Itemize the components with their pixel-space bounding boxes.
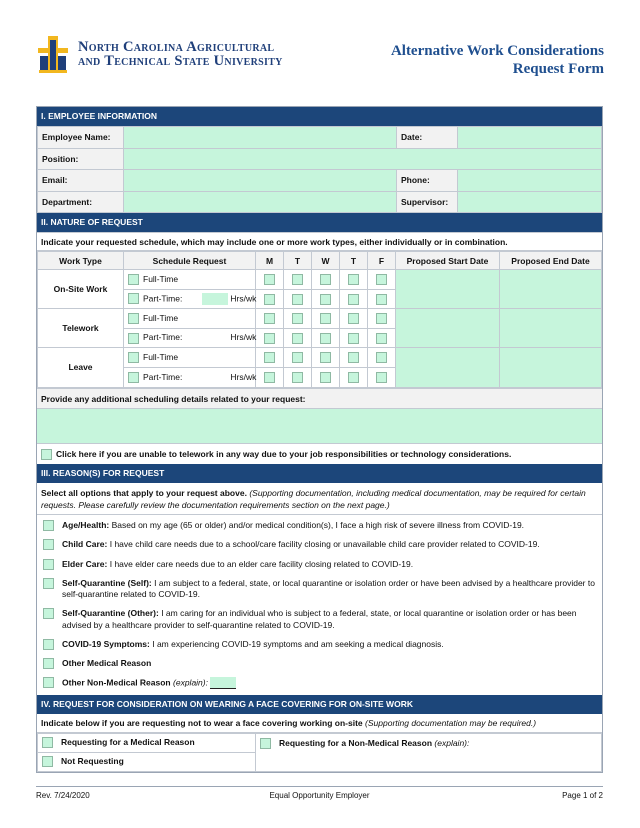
checkbox[interactable] <box>42 737 53 748</box>
form-title-line1: Alternative Work Considerations <box>390 43 604 59</box>
onsite-ft-wed-checkbox[interactable] <box>320 274 331 285</box>
face-instruction-bold: Indicate below if you are requesting not to wear a face covering working on-site <box>41 717 363 728</box>
col-end-date: Proposed End Date <box>500 252 602 270</box>
date-label: Date: <box>397 127 458 149</box>
onsite-part-time[interactable] <box>124 289 256 309</box>
face-not-requesting-option[interactable] <box>38 752 256 771</box>
reason-covid-symptoms[interactable] <box>43 635 602 654</box>
eoe-statement: Equal Opportunity Employer <box>269 791 370 800</box>
telework-start-date-field[interactable] <box>396 309 500 348</box>
onsite-pt-mon-checkbox[interactable] <box>264 294 275 305</box>
face-covering-table <box>37 733 602 772</box>
reason-text: Based on my age (65 or older) and/or medical condition(s), I face a high risk of severe illness from COVID-19. <box>111 520 525 531</box>
telework-ft-fri-checkbox[interactable] <box>376 313 387 324</box>
checkbox[interactable] <box>128 293 139 304</box>
telework-end-date-field[interactable] <box>500 309 602 348</box>
reason-checkbox[interactable] <box>43 520 54 531</box>
schedule-header-row <box>38 252 602 270</box>
reasons-instruction-note: (Supporting documentation, including medical documentation, may be required for certain requests. Please carefully review the documentation requirements section on the next page.) <box>41 487 586 510</box>
unable-telework-option[interactable] <box>37 444 602 464</box>
reason-age-health[interactable] <box>43 517 602 536</box>
checkbox[interactable] <box>128 372 139 383</box>
department-field[interactable] <box>124 191 397 213</box>
reason-checkbox[interactable] <box>43 608 54 619</box>
col-thursday: T <box>340 252 368 270</box>
employee-name-field[interactable] <box>124 127 397 149</box>
leave-pt-mon-checkbox[interactable] <box>264 372 275 383</box>
col-monday: M <box>256 252 284 270</box>
reason-text: I am experiencing COVID-19 symptoms and am seeking a medical diagnosis. <box>152 638 444 649</box>
leave-end-date-field[interactable] <box>500 348 602 387</box>
checkbox[interactable] <box>260 738 271 749</box>
face-non-medical-label: Requesting for a Non-Medical Reason <box>279 737 433 748</box>
onsite-ft-tue-checkbox[interactable] <box>292 274 303 285</box>
onsite-start-date-field[interactable] <box>396 270 500 309</box>
onsite-full-time[interactable] <box>124 270 256 290</box>
part-time-label: Part-Time: <box>143 332 183 343</box>
onsite-hours-field[interactable] <box>202 293 228 305</box>
reason-title: Self-Quarantine (Self): <box>62 577 152 588</box>
email-label: Email: <box>38 170 124 192</box>
reason-title: Self-Quarantine (Other): <box>62 608 159 619</box>
telework-ft-wed-checkbox[interactable] <box>320 313 331 324</box>
onsite-pt-tue-checkbox[interactable] <box>292 294 303 305</box>
table-row <box>38 309 602 329</box>
reason-checkbox[interactable] <box>43 639 54 650</box>
supervisor-field[interactable] <box>458 191 602 213</box>
reasons-list <box>37 515 602 695</box>
face-medical-option[interactable] <box>38 733 256 752</box>
table-row <box>38 348 602 368</box>
reason-title: Other Medical Reason <box>62 657 152 668</box>
schedule-instruction: Indicate your requested schedule, which may include one or more work types, either individually or in combination. <box>37 232 602 251</box>
telework-part-time[interactable] <box>124 328 256 348</box>
additional-details-field[interactable] <box>37 408 602 444</box>
reason-checkbox[interactable] <box>43 539 54 550</box>
full-time-label: Full-Time <box>143 273 179 284</box>
employee-name-label: Employee Name: <box>38 127 124 149</box>
phone-field[interactable] <box>458 170 602 192</box>
reason-other-non-medical[interactable] <box>43 673 602 693</box>
reason-text: I have child care needs due to a school/care facility closing or unavailable child care provider related to COVID-19. <box>109 539 540 550</box>
explain-label: (explain): <box>173 677 208 688</box>
leave-ft-thu-checkbox[interactable] <box>348 352 359 363</box>
checkbox[interactable] <box>128 313 139 324</box>
leave-ft-wed-checkbox[interactable] <box>320 352 331 363</box>
reason-title: Elder Care: <box>62 558 108 569</box>
email-field[interactable] <box>124 170 397 192</box>
checkbox[interactable] <box>128 352 139 363</box>
page-number: Page 1 of 2 <box>562 791 603 800</box>
unable-telework-label: Click here if you are unable to telework in any way due to your job responsibilities or technology considerations. <box>56 448 512 459</box>
supervisor-label: Supervisor: <box>397 191 458 213</box>
revision-date: Rev. 7/24/2020 <box>36 791 90 800</box>
reason-text: I am caring for an individual who is subject to a federal, state, or local quarantine or isolation order or has been advised by a healthcare provider to self-quarantine related to COVID-19. <box>62 608 577 630</box>
university-name <box>78 40 283 68</box>
position-field[interactable] <box>124 148 602 170</box>
reasons-instruction-bold: Select all options that apply to your request above. <box>41 487 247 498</box>
hrs-wk-label: Hrs/wk <box>230 293 257 304</box>
full-time-label: Full-Time <box>143 352 179 363</box>
leave-pt-fri-checkbox[interactable] <box>376 372 387 383</box>
position-label: Position: <box>38 148 124 170</box>
reason-title: COVID-19 Symptoms: <box>62 638 150 649</box>
onsite-pt-wed-checkbox[interactable] <box>320 294 331 305</box>
part-time-label: Part-Time: <box>143 371 183 382</box>
face-not-requesting-label: Not Requesting <box>61 756 124 767</box>
reason-other-medical[interactable] <box>43 654 602 673</box>
page-footer <box>36 786 603 800</box>
reason-checkbox[interactable] <box>43 677 54 688</box>
telework-ft-mon-checkbox[interactable] <box>264 313 275 324</box>
part-time-label: Part-Time: <box>143 293 183 304</box>
reason-title: Age/Health: <box>62 520 110 531</box>
section-reasons-heading: III. REASON(S) FOR REQUEST <box>37 464 602 483</box>
onsite-pt-fri-checkbox[interactable] <box>376 294 387 305</box>
leave-start-date-field[interactable] <box>396 348 500 387</box>
other-non-medical-explain-field[interactable] <box>210 677 236 689</box>
telework-pt-thu-checkbox[interactable] <box>348 333 359 344</box>
work-type-onsite: On-Site Work <box>38 270 124 309</box>
face-instruction-note: (Supporting documentation may be required.) <box>365 717 537 728</box>
hrs-wk-label: Hrs/wk <box>230 332 257 343</box>
leave-pt-wed-checkbox[interactable] <box>320 372 331 383</box>
onsite-ft-thu-checkbox[interactable] <box>348 274 359 285</box>
col-work-type: Work Type <box>38 252 124 270</box>
telework-full-time[interactable] <box>124 309 256 329</box>
form-title-line2: Request Form <box>512 61 604 77</box>
reason-title: Child Care: <box>62 539 108 550</box>
university-logo-icon <box>36 34 70 74</box>
telework-ft-tue-checkbox[interactable] <box>292 313 303 324</box>
university-name-line1: North Carolina Agricultural <box>78 39 275 55</box>
onsite-ft-mon-checkbox[interactable] <box>264 274 275 285</box>
onsite-ft-fri-checkbox[interactable] <box>376 274 387 285</box>
telework-pt-wed-checkbox[interactable] <box>320 333 331 344</box>
col-friday: F <box>368 252 396 270</box>
section-nature-heading: II. NATURE OF REQUEST <box>37 213 602 232</box>
face-non-medical-option[interactable] <box>256 733 602 771</box>
reason-self-quarantine-other[interactable] <box>43 604 602 635</box>
telework-pt-tue-checkbox[interactable] <box>292 333 303 344</box>
department-label: Department: <box>38 191 124 213</box>
face-covering-instruction <box>37 714 602 733</box>
university-name-line2: and Technical State University <box>78 53 283 69</box>
col-wednesday: W <box>312 252 340 270</box>
leave-part-time[interactable] <box>124 367 256 387</box>
section-face-covering-heading: IV. REQUEST FOR CONSIDERATION ON WEARING A FACE COVERING FOR ON-SITE WORK <box>37 695 602 714</box>
reason-self-quarantine-self[interactable] <box>43 574 602 605</box>
onsite-end-date-field[interactable] <box>500 270 602 309</box>
schedule-table <box>37 251 602 388</box>
checkbox[interactable] <box>128 274 139 285</box>
face-non-medical-explain: (explain): <box>434 737 470 748</box>
reason-elder-care[interactable] <box>43 555 602 574</box>
employee-info-table <box>37 126 602 213</box>
reason-child-care[interactable] <box>43 536 602 555</box>
telework-pt-fri-checkbox[interactable] <box>376 333 387 344</box>
unable-telework-checkbox[interactable] <box>41 449 52 460</box>
col-start-date: Proposed Start Date <box>396 252 500 270</box>
leave-ft-tue-checkbox[interactable] <box>292 352 303 363</box>
phone-label: Phone: <box>397 170 458 192</box>
leave-ft-mon-checkbox[interactable] <box>264 352 275 363</box>
reasons-instruction <box>37 483 602 515</box>
form-title <box>391 42 604 78</box>
reason-title: Other Non-Medical Reason <box>62 677 171 688</box>
telework-ft-thu-checkbox[interactable] <box>348 313 359 324</box>
section-employee-info-heading: I. EMPLOYEE INFORMATION <box>37 107 602 126</box>
leave-full-time[interactable] <box>124 348 256 368</box>
work-type-leave: Leave <box>38 348 124 387</box>
reason-checkbox[interactable] <box>43 658 54 669</box>
reason-checkbox[interactable] <box>43 559 54 570</box>
date-field[interactable] <box>458 127 602 149</box>
request-form <box>36 106 603 773</box>
checkbox[interactable] <box>42 756 53 767</box>
leave-pt-thu-checkbox[interactable] <box>348 372 359 383</box>
reason-text: I am subject to a federal, state, or local quarantine or isolation order or have been advised by a healthcare provider to self-quarantine related to COVID-19. <box>62 577 595 600</box>
full-time-label: Full-Time <box>143 312 179 323</box>
additional-details-label: Provide any additional scheduling details related to your request: <box>37 388 602 408</box>
hrs-wk-label: Hrs/wk <box>230 371 257 382</box>
onsite-pt-thu-checkbox[interactable] <box>348 294 359 305</box>
leave-ft-fri-checkbox[interactable] <box>376 352 387 363</box>
reason-text: I have elder care needs due to an elder care facility closing related to COVID-19. <box>109 558 414 569</box>
page-header <box>36 30 604 80</box>
col-tuesday: T <box>284 252 312 270</box>
leave-pt-tue-checkbox[interactable] <box>292 372 303 383</box>
col-schedule-request: Schedule Request <box>124 252 256 270</box>
checkbox[interactable] <box>128 333 139 344</box>
table-row <box>38 270 602 290</box>
telework-pt-mon-checkbox[interactable] <box>264 333 275 344</box>
work-type-telework: Telework <box>38 309 124 348</box>
reason-checkbox[interactable] <box>43 578 54 589</box>
face-medical-label: Requesting for a Medical Reason <box>61 737 195 748</box>
